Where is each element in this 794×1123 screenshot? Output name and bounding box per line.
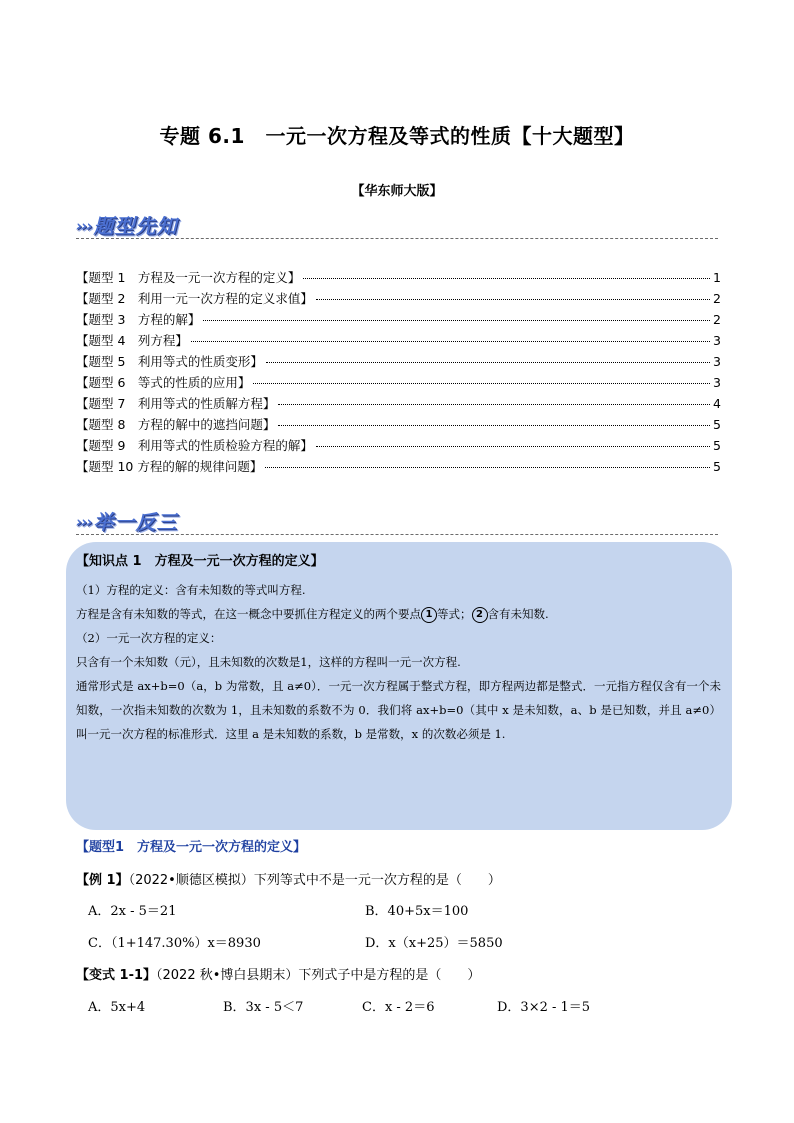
toc-entry-label: 【题型 6 等式的性质的应用】	[76, 375, 251, 390]
variant-label: 【变式 1-1】	[76, 968, 157, 983]
page-title: 专题 6.1 一元一次方程及等式的性质【十大题型】	[159, 124, 635, 148]
toc-entry[interactable]	[76, 268, 721, 289]
knowledge-line: （2）一元一次方程的定义：	[76, 631, 222, 645]
toc-leader-dots	[191, 341, 710, 342]
toc-entry-label: 【题型 5 利用等式的性质变形】	[76, 354, 263, 369]
option-d[interactable]: D．3×2 - 1＝5	[497, 1000, 591, 1015]
option-b[interactable]: B．40+5x＝100	[365, 904, 469, 919]
knowledge-paragraph: 通常形式是 ax+b=0（a，b 为常数，且 a≠0）．一元一次方程属于整式方程，即方程两边都是整式．一元指方程仅含有一个未知数，一次指未知数的次数为 1，且未知数的系数不为 0．我们将 ax+b=0（其中 x 是未知数，a、b 是已知数，并且 a≠0）叫一元一次方程的标准形式．这里 a 是未知数的系数，b 是常数，x 的次数必须是 1.	[76, 679, 721, 741]
option-c[interactable]: C．x - 2＝6	[362, 1000, 435, 1015]
toc-leader-dots	[278, 425, 710, 426]
toc-page-number: 3	[713, 375, 721, 390]
circled-number-1: 1	[421, 607, 437, 623]
toc-page-number: 4	[713, 396, 721, 411]
banner-text: 举一反三	[93, 510, 178, 534]
toc-entry-label: 【题型 9 利用等式的性质检验方程的解】	[76, 438, 313, 453]
toc-entry[interactable]	[76, 394, 721, 415]
toc-entry-label: 【题型 10 方程的解的规律问题】	[76, 459, 263, 474]
question-text: （2022•顺德区模拟）下列等式中不是一元一次方程的是（ ）	[128, 873, 501, 888]
toc-leader-dots	[265, 467, 710, 468]
edition-subtitle: 【华东师大版】	[351, 184, 443, 199]
toc-leader-dots	[316, 299, 710, 300]
toc-entry-label: 【题型 4 列方程】	[76, 333, 188, 348]
knowledge-line: 方程是含有未知数的等式，在这一概念中要抓住方程定义的两个要点 1 等式； 2 含有未知数.	[76, 607, 549, 621]
toc-entry-label: 【题型 3 方程的解】	[76, 312, 201, 327]
option-a[interactable]: A．2x - 5＝21	[88, 904, 177, 919]
dashed-divider	[76, 238, 718, 239]
toc-page-number: 2	[713, 291, 721, 306]
knowledge-point-box	[66, 542, 732, 830]
toc-entry[interactable]	[76, 436, 721, 457]
variant-question	[76, 964, 480, 983]
knowledge-point-title: 【知识点 1 方程及一元一次方程的定义】	[76, 554, 324, 569]
section-banner-overview	[76, 210, 178, 238]
option-a[interactable]: A．5x+4	[88, 1000, 146, 1015]
toc-entry[interactable]	[76, 310, 721, 331]
toc-leader-dots	[316, 446, 710, 447]
question-type-heading: 【题型1 方程及一元一次方程的定义】	[76, 840, 307, 855]
option-c[interactable]: C．（1+147.30%）x＝8930	[88, 936, 261, 951]
toc-page-number: 5	[713, 417, 721, 432]
toc-leader-dots	[266, 362, 710, 363]
toc-entry[interactable]	[76, 373, 721, 394]
knowledge-line: （1）方程的定义：含有未知数的等式叫方程.	[76, 583, 306, 597]
triple-arrow-icon: ›››	[76, 217, 92, 235]
toc-entry[interactable]	[76, 289, 721, 310]
option-b[interactable]: B．3x - 5＜7	[223, 1000, 304, 1015]
toc-entry-label: 【题型 1 方程及一元一次方程的定义】	[76, 270, 301, 285]
example-label: 【例 1】	[76, 873, 129, 888]
toc-leader-dots	[253, 383, 710, 384]
circled-number-2: 2	[472, 607, 488, 623]
knowledge-line: 只含有一个未知数（元），且未知数的次数是1，这样的方程叫一元一次方程.	[76, 655, 461, 669]
section-banner-examples	[76, 506, 178, 534]
toc-leader-dots	[203, 320, 710, 321]
toc-leader-dots	[278, 404, 710, 405]
example-question	[76, 869, 501, 888]
option-d[interactable]: D．x（x+25）＝5850	[365, 936, 503, 951]
triple-arrow-icon: ›››	[76, 513, 92, 531]
toc-entry-label: 【题型 8 方程的解中的遮挡问题】	[76, 417, 276, 432]
toc-page-number: 5	[713, 438, 721, 453]
toc-entry[interactable]	[76, 352, 721, 373]
toc-leader-dots	[303, 278, 710, 279]
toc-entry-label: 【题型 7 利用等式的性质解方程】	[76, 396, 276, 411]
toc-entry[interactable]	[76, 331, 721, 352]
toc-entry-label: 【题型 2 利用一元一次方程的定义求值】	[76, 291, 313, 306]
toc-entry[interactable]	[76, 415, 721, 436]
toc-page-number: 3	[713, 354, 721, 369]
table-of-contents	[76, 268, 721, 478]
toc-page-number: 1	[713, 270, 721, 285]
toc-entry[interactable]	[76, 457, 721, 478]
toc-page-number: 5	[713, 459, 721, 474]
toc-page-number: 2	[713, 312, 721, 327]
banner-text: 题型先知	[93, 214, 178, 238]
question-text: （2022 秋•博白县期末）下列式子中是方程的是（ ）	[156, 968, 481, 983]
toc-page-number: 3	[713, 333, 721, 348]
dashed-divider	[76, 534, 718, 535]
